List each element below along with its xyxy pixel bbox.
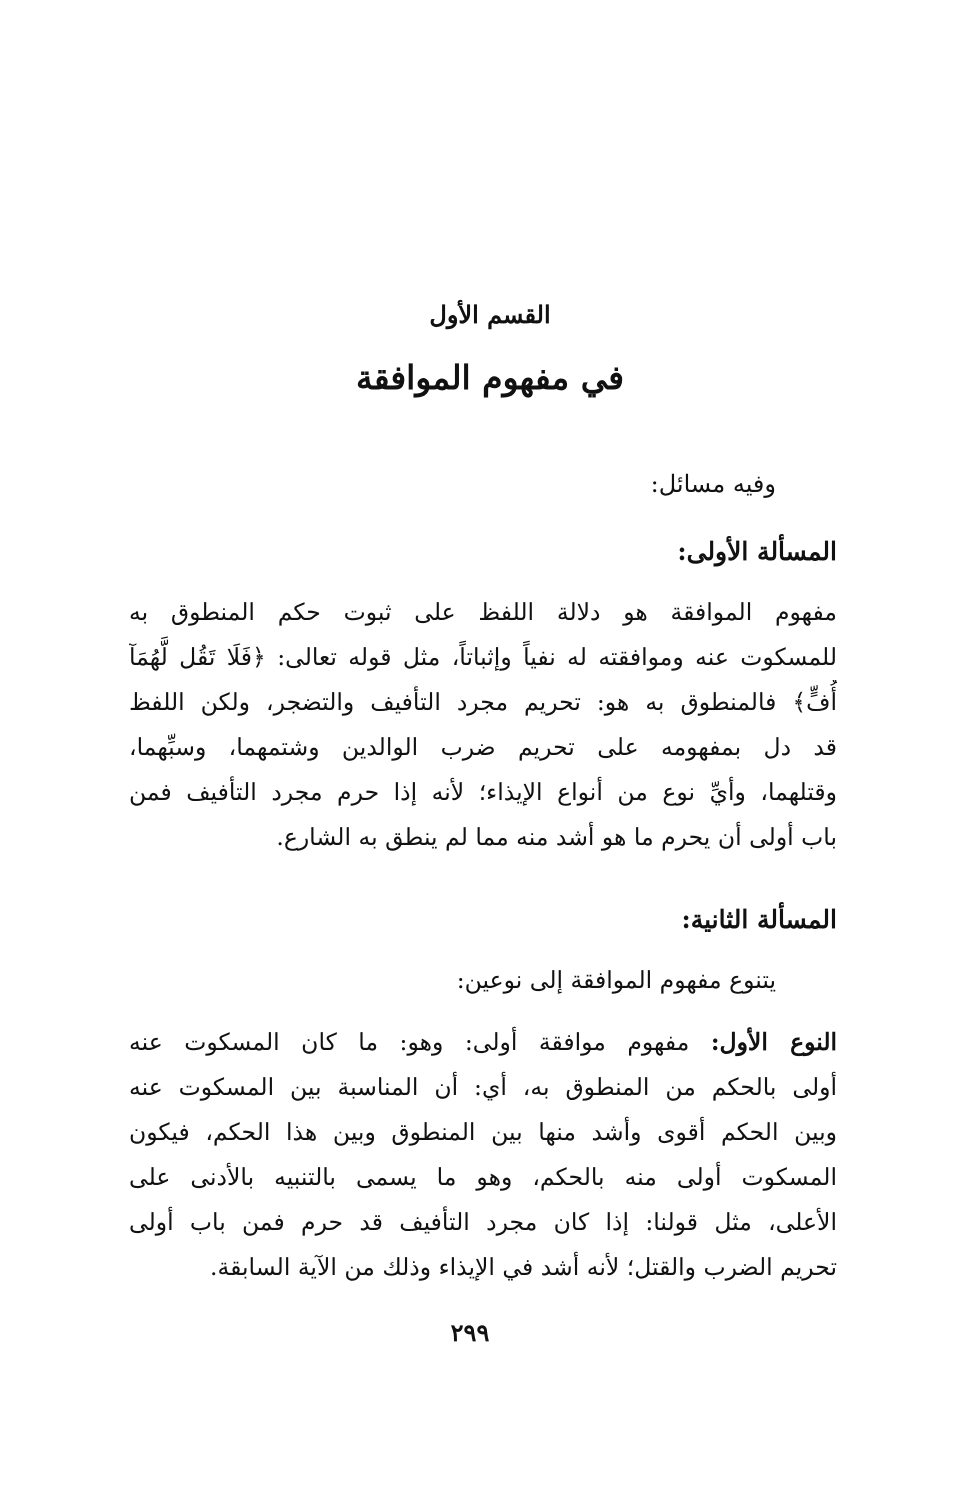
issue-1-heading: المسألة الأولى:	[677, 537, 837, 566]
issue-1-paragraph	[129, 590, 837, 860]
part-label: القسم الأول	[429, 300, 551, 329]
issue-2-intro	[276, 958, 776, 1003]
paragraph-line: يتنوع مفهوم الموافقة إلى نوعين:	[456, 966, 776, 994]
paragraph-line: وقتلهما، وأيِّ نوع من أنواع الإيذاء؛ لأنه إذا حرم مجرد التأفيف فمن	[129, 778, 837, 806]
paragraph-line	[129, 1020, 837, 1065]
issue-2-paragraph	[129, 1020, 837, 1290]
issue-2-heading: المسألة الثانية:	[681, 905, 837, 934]
paragraph-line: أولى بالحكم من المنطوق به، أي: أن المناسبة بين المسكوت عنه	[129, 1073, 837, 1101]
paragraph-line: مفهوم الموافقة هو دلالة اللفظ على ثبوت حكم المنطوق به	[129, 598, 837, 626]
paragraph-line: أُفٍّ﴾ فالمنطوق به هو: تحريم مجرد التأفيف والتضجر، ولكن اللفظ	[129, 688, 837, 716]
intro-text: وفيه مسائل:	[650, 470, 776, 498]
paragraph-line: قد دل بمفهومه على تحريم ضرب الوالدين وشتمهما، وسبِّهما،	[129, 733, 837, 761]
paragraph-line: وبين الحكم أقوى وأشد منها بين المنطوق وبين هذا الحكم، فيكون	[129, 1118, 837, 1146]
paragraph-line: باب أولى أن يحرم ما هو أشد منه مما لم ينطق به الشارع.	[276, 823, 837, 851]
paragraph-line: المسكوت أولى منه بالحكم، وهو ما يسمى بالتنبيه بالأدنى على	[129, 1163, 837, 1191]
type-1-first-line: مفهوم موافقة أولى: وهو: ما كان المسكوت عنه	[129, 1028, 711, 1056]
paragraph-line: تحريم الضرب والقتل؛ لأنه أشد في الإيذاء وذلك من الآية السابقة.	[210, 1253, 837, 1281]
paragraph-line: للمسكوت عنه وموافقته له نفياً وإثباتاً، مثل قوله تعالى: ﴿فَلَا تَقُل لَّهُمَآ	[129, 643, 837, 671]
page-number: ٢٩٩	[450, 1318, 490, 1347]
type-1-label: النوع الأول:	[710, 1028, 837, 1056]
paragraph-line: الأعلى، مثل قولنا: إذا كان مجرد التأفيف قد حرم فمن باب أولى	[129, 1208, 837, 1236]
part-title: في مفهوم الموافقة	[356, 358, 624, 397]
